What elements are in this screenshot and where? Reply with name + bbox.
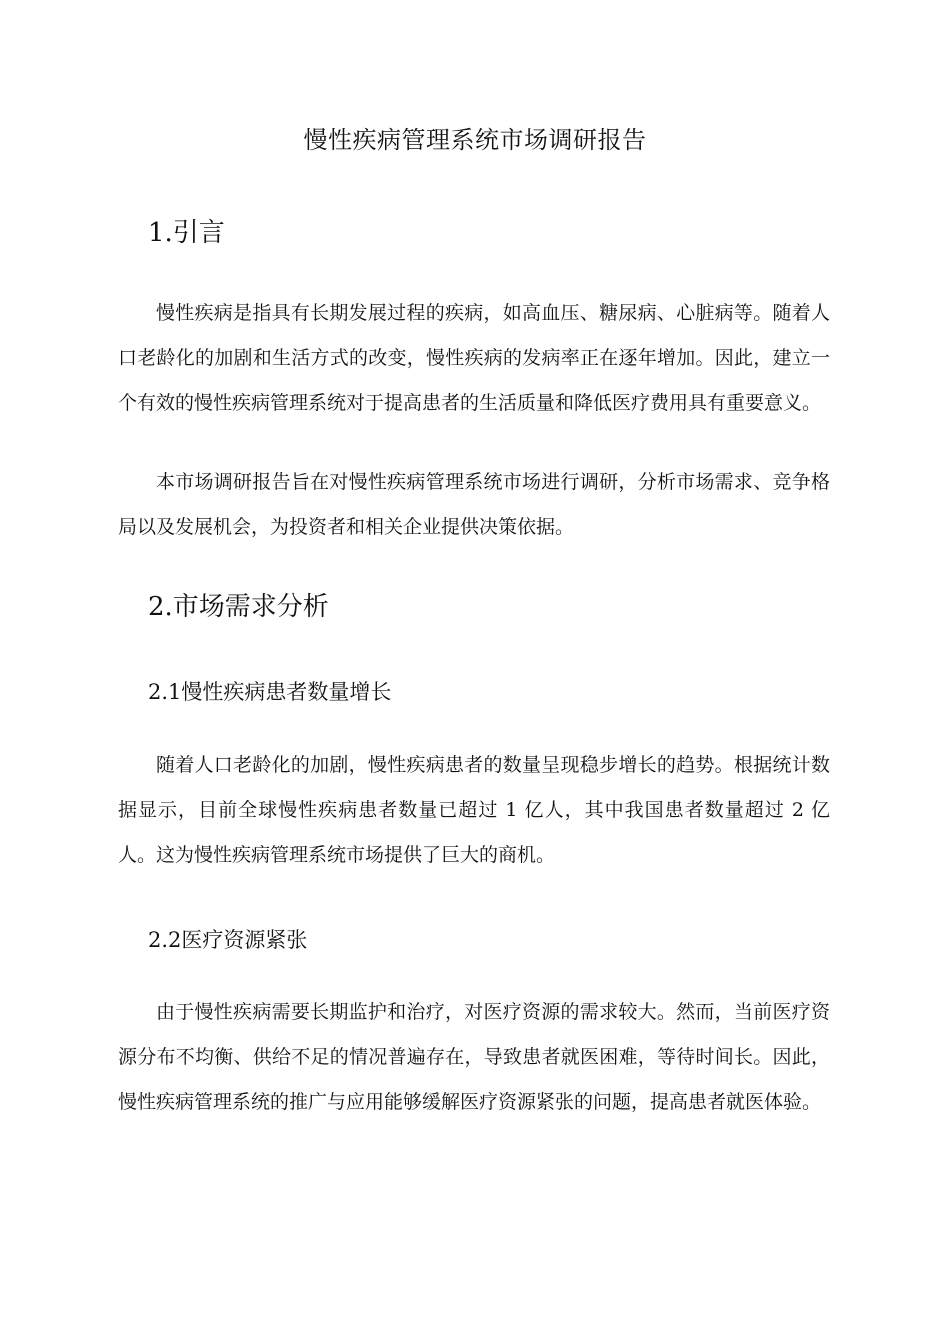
document-title: 慢性疾病管理系统市场调研报告 xyxy=(303,126,647,154)
subsection-heading-medical-resources: 2.2医疗资源紧张 xyxy=(148,928,308,952)
intro-paragraph-2: 本市场调研报告旨在对慢性疾病管理系统市场进行调研，分析市场需求、竞争格局以及发展机会，为投资者和相关企业提供决策依据。 xyxy=(118,471,830,538)
patient-growth-paragraph: 随着人口老龄化的加剧，慢性疾病患者的数量呈现稳步增长的趋势。根据统计数据显示，目前全球慢性疾病患者数量已超过 1 亿人，其中我国患者数量超过 2 亿人。这为慢性疾病管理系统市场提供了巨大的商机。 xyxy=(118,754,830,866)
medical-resources-paragraph: 由于慢性疾病需要长期监护和治疗，对医疗资源的需求较大。然而，当前医疗资源分布不均衡、供给不足的情况普遍存在，导致患者就医困难，等待时间长。因此，慢性疾病管理系统的推广与应用能够缓解医疗资源紧张的问题，提高患者就医体验。 xyxy=(118,1001,830,1113)
subsection-heading-patient-growth: 2.1慢性疾病患者数量增长 xyxy=(148,680,392,704)
section-heading-introduction: 1.引言 xyxy=(148,218,225,248)
section-heading-market-demand: 2.市场需求分析 xyxy=(148,592,329,622)
intro-paragraph-1: 慢性疾病是指具有长期发展过程的疾病，如高血压、糖尿病、心脏病等。随着人口老龄化的加剧和生活方式的改变，慢性疾病的发病率正在逐年增加。因此，建立一个有效的慢性疾病管理系统对于提高患者的生活质量和降低医疗费用具有重要意义。 xyxy=(118,302,830,414)
